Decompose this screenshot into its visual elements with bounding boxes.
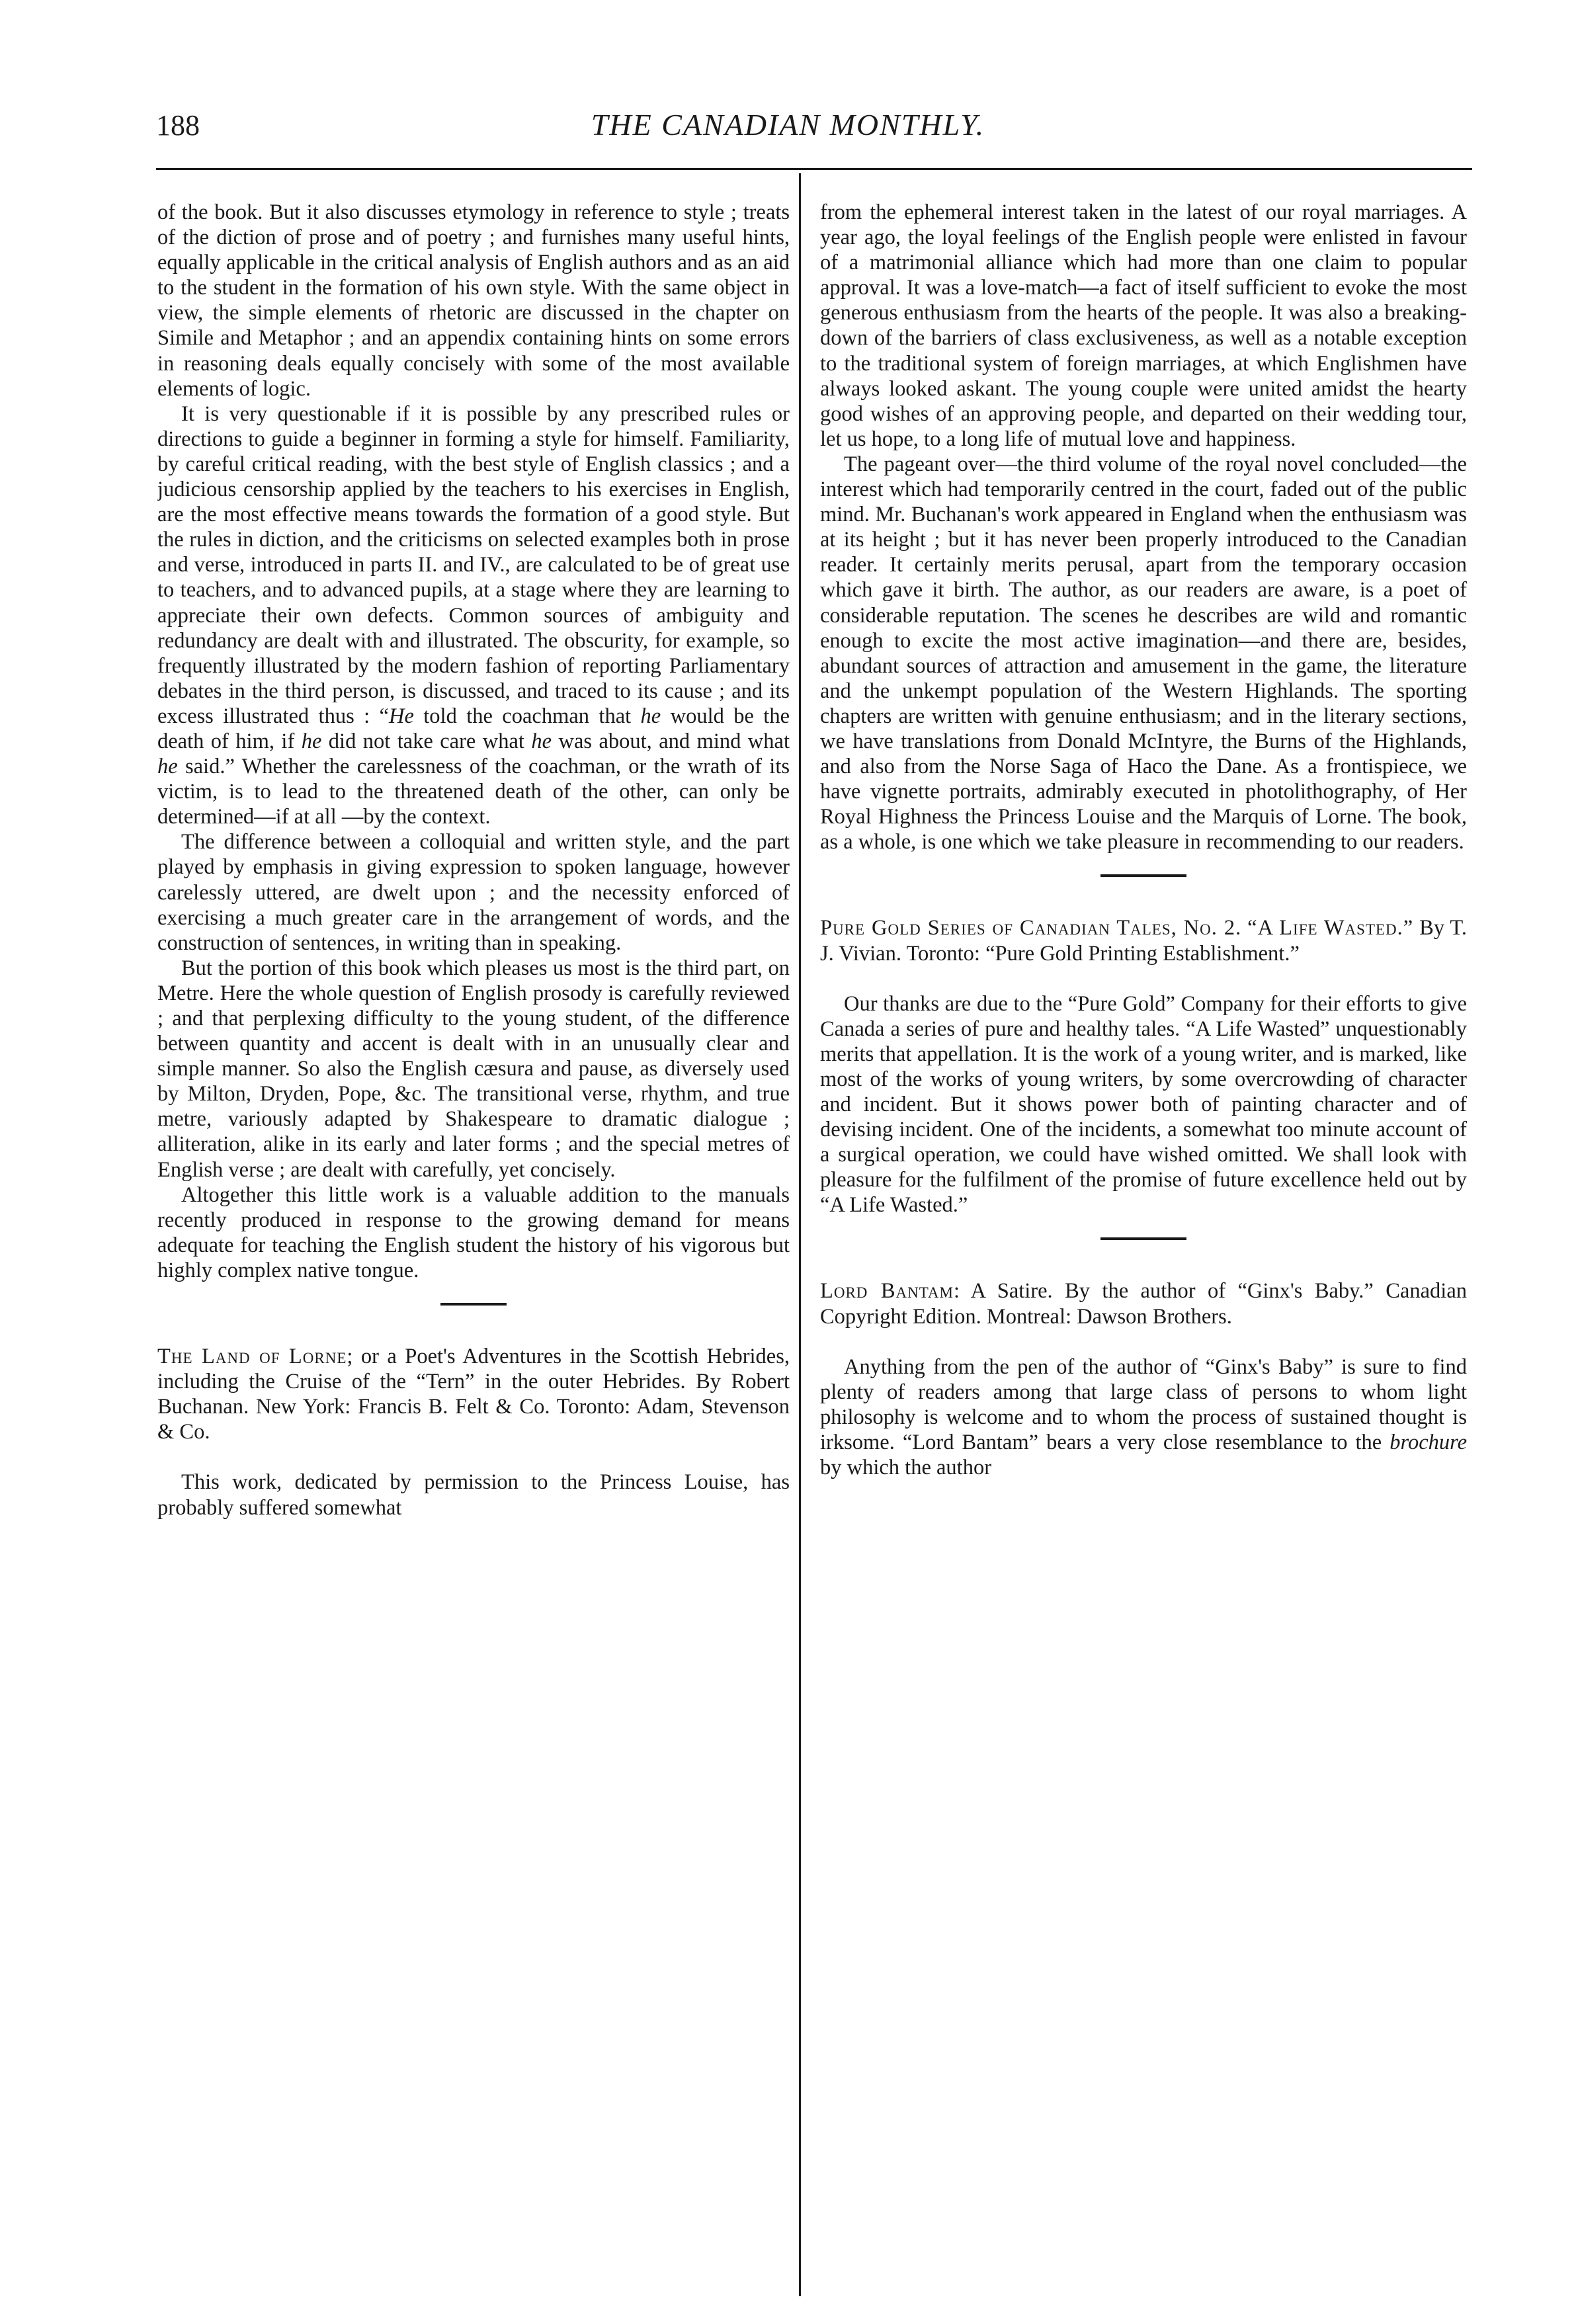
right-paragraph-1: from the ephemeral interest taken in the latest of our royal marriages. A year ago, the loyal feelings of the English people were enlisted in favour of a matrimonial alliance which had more than one claim to popular approval. It was a love-match—a fact of itself sufficient to evoke the most generous enthusiasm from the hearts of the people. It was also a breaking-down of the barriers of class exclusiveness, as well as a notable exception to the traditional system of foreign marriages, at which Englishmen have always looked askant. The young couple were united amidst the hearty good wishes of an approving people, and departed on their wedding tour, let us hope, to a long life of mutual love and happiness.	[820, 200, 1467, 451]
header-rule	[156, 168, 1472, 170]
brochure-word: brochure	[1389, 1430, 1467, 1454]
right-review-paragraph-1: Our thanks are due to the “Pure Gold” Company for their efforts to give Canada a series of pure and healthy tales. “A Life Wasted” unquestionably merits that appellation. It is the work of a young writer, and is marked, like most of the works of young writers, by some overcrowding of character and incident. But it shows power both of painting character and of devising incident. One of the incidents, a somewhat too minute account of a surgical operation, we could have wished omitted. We shall look with pleasure for the fulfilment of the promise of future excellence held out by “A Life Wasted.”	[820, 991, 1467, 1218]
review-heading-pure-gold	[820, 915, 1467, 966]
review-subtitle-life-wasted: “A Life Wasted.”	[1247, 916, 1414, 940]
review-bibliography-land-of-lorne: ; or a Poet's Adventures in the Scottish Hebrides, including the Cruise of the “Tern” in the outer Hebrides. By Robert Buchanan. New York: Francis B. Felt & Co. Toronto: Adam, Stevenson & Co.	[157, 1345, 790, 1444]
right-column	[820, 200, 1467, 2316]
right-paragraph-2: The pageant over—the third volume of the royal novel concluded—the interest which had temporarily centred in the court, faded out of the public mind. Mr. Buchanan's work appeared in England when the enthusiasm was at its height ; but it has never been properly introduced to the Canadian reader. It certainly merits perusal, apart from the temporary occasion which gave it birth. The author, as our readers are aware, is a poet of considerable reputation. The scenes he describes are wild and romantic enough to excite the most active imagination—and there are, besides, abundant sources of attraction and amusement in the game, the literature and the unkempt population of the Western Highlands. The sporting chapters are written with genuine enthusiasm; and in the literary sections, we have translations from Donald McIntyre, the Burns of the Highlands, and also from the Norse Saga of Haco the Dane. As a frontispiece, we have vignette portraits, admirably executed in photolithography, of Her Royal Highness the Princess Louise and the Marquis of Lorne. The book, as a whole, is one which we take pleasure in recommending to our readers.	[820, 452, 1467, 854]
review-title-pure-gold: Pure Gold Series of Canadian Tales, No. 2.	[820, 916, 1242, 940]
quote-text-5: said.”	[177, 755, 235, 779]
review-bibliography-lord-bantam: : A Satire. By the author of “Ginx's Baby.” Canadian Copyright Edition. Montreal: Dawson Brothers.	[820, 1279, 1467, 1329]
right-review-paragraph-2-end: by which the author	[820, 1456, 992, 1480]
review-title-lord-bantam: Lord Bantam	[820, 1279, 954, 1304]
quote-he-4: he	[531, 729, 552, 753]
left-paragraph-4: But the portion of this book which pleases us most is the third part, on Metre. Here the whole question of English prosody is carefully reviewed ; and that perplexing difficulty to the young student, of the difference between quantity and accent is dealt with in an unusually clear and simple manner. So also the English cæsura and pause, as diversely used by Milton, Dryden, Pope, &c. The transitional verse, rhythm, and true metre, variously adapted by Shakespeare to dramatic dialogue ; alliteration, alike in its early and later forms ; and the special metres of English verse ; are dealt with carefully, yet concisely.	[157, 956, 790, 1182]
review-heading-land-of-lorne	[157, 1344, 790, 1444]
quote-text-2: would be the death of him, if	[157, 704, 790, 753]
left-review-paragraph: This work, dedicated by permission to the Princess Louise, has probably suffered somewhat	[157, 1470, 790, 1520]
review-title-land-of-lorne: The Land of Lorne	[157, 1345, 347, 1369]
section-separator	[1100, 874, 1186, 877]
quote-he-3: he	[301, 729, 322, 753]
review-bibliography-pure-gold: By T. J. Vivian. Toronto: “Pure Gold Printing Establishment.”	[820, 916, 1467, 966]
review-heading-lord-bantam	[820, 1278, 1467, 1329]
page-number: 188	[156, 109, 200, 142]
left-paragraph-2-text: It is very questionable if it is possible by any prescribed rules or directions to guide a beginner in forming a style for himself. Familiarity, by careful critical reading, with the best style of English classics ; and a judicious censorship applied by the teachers to his exercises in English, are the most effective means towards the formation of a good style. But the rules in diction, and the criticisms on selected examples both in prose and verse, introduced in parts II. and IV., are calculated to be of great use to teachers, and to advanced pupils, at a stage where they are learning to appreciate their own defects. Common sources of ambiguity and redundancy are dealt with and illustrated. The obscurity, for example, so frequently illustrated by the modern fashion of reporting Parliamentary debates in the third person, is discussed, and traced to its cause ; and its excess illustrated thus :	[157, 401, 790, 728]
section-separator	[1100, 1237, 1186, 1240]
left-paragraph-1: of the book. But it also discusses etymology in reference to style ; treats of the diction of prose and of poetry ; and furnishes many useful hints, equally applicable in the critical analysis of English authors and as an aid to the student in the formation of his own style. With the same object in view, the simple elements of rhetoric are discussed in the chapter on Simile and Metaphor ; and an appendix containing hints on some errors in reasoning deals equally concisely with some of the most available elements of logic.	[157, 200, 790, 401]
quote-text-4: was about, and mind what	[552, 729, 790, 753]
quote-he-2: he	[640, 704, 661, 728]
left-paragraph-2-end: Whether the carelessness of the coachman, or the wrath of its victim, is to lead to the threatened death of the other, can only be determined—if at all —by the context.	[157, 755, 790, 829]
left-paragraph-2	[157, 401, 790, 830]
left-column	[157, 200, 790, 2316]
left-paragraph-3: The difference between a colloquial and written style, and the part played by emphasis in giving expression to spoken language, however carelessly uttered, are dwelt upon ; and the necessity enforced of exercising a much greater care in the arrangement of words, and the construction of sentences, in writing than in speaking.	[157, 830, 790, 955]
quote-he-1: He	[388, 704, 414, 728]
right-review-paragraph-2	[820, 1354, 1467, 1480]
quote-he-5: he	[157, 755, 178, 779]
quote-text-1: told the coachman that	[413, 704, 641, 728]
left-paragraph-5: Altogether this little work is a valuable addition to the manuals recently produced in response to the growing demand for means adequate for teaching the English student the history of his vigorous but highly complex native tongue.	[157, 1183, 790, 1282]
running-title: THE CANADIAN MONTHLY.	[591, 108, 985, 142]
quote-text-3: did not take care what	[321, 729, 532, 753]
column-divider	[799, 173, 801, 2296]
section-separator	[440, 1303, 507, 1306]
right-review-paragraph-2-text: Anything from the pen of the author of “Ginx's Baby” is sure to find plenty of readers among that large class of persons to whom light philosophy is welcome and to whom the process of sustained thought is irksome. “Lord Bantam” bears a very close resemblance to the	[820, 1354, 1467, 1454]
quote-open: “	[379, 704, 389, 728]
